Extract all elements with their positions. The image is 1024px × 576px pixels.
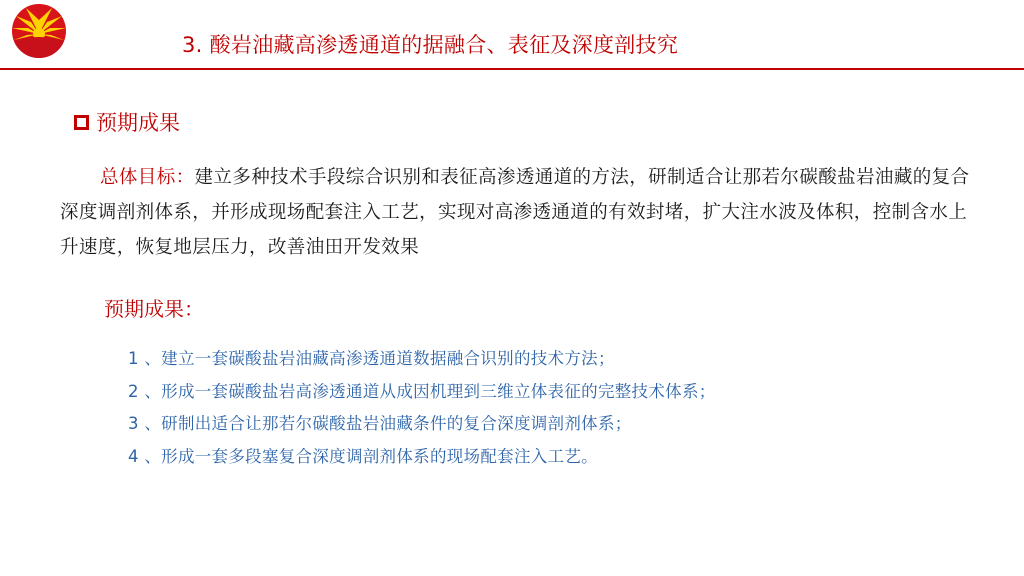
overall-goal-lead: 总体目标： [100, 167, 195, 188]
section-heading [74, 106, 180, 138]
overall-goal-paragraph [60, 160, 980, 265]
expected-results-heading: 预期成果： [104, 297, 204, 321]
list-item: 4 、形成一套多段塞复合深度调剖剂体系的现场配套注入工艺。 [128, 446, 598, 466]
list-item: 1 、建立一套碳酸盐岩油藏高渗透通道数据融合识别的技术方法； [128, 349, 615, 368]
header-divider [0, 68, 1024, 70]
page-title: 3. 酸岩油藏高渗透通道的据融合、表征及深度剖技究 [182, 33, 679, 57]
expected-results-list [128, 343, 716, 473]
section-label: 预期成果 [96, 111, 180, 135]
overall-goal-text: 建立多种技术手段综合识别和表征高渗透通道的方法，研制适合让那若尔碳酸盐岩油藏的复合深度调剖剂体系，并形成现场配套注入工艺，实现对高渗透通道的有效封堵，扩大注水波及体积，控制含水上升速度，恢复地层压力，改善油田开发效果 [60, 167, 970, 258]
petrochina-logo-icon [10, 2, 68, 60]
square-bullet-icon [74, 115, 89, 130]
list-item: 3 、研制出适合让那若尔碳酸盐岩油藏条件的复合深度调剖剂体系； [128, 414, 632, 433]
list-item: 2 、形成一套碳酸盐岩高渗透通道从成因机理到三维立体表征的完整技术体系； [128, 381, 716, 401]
